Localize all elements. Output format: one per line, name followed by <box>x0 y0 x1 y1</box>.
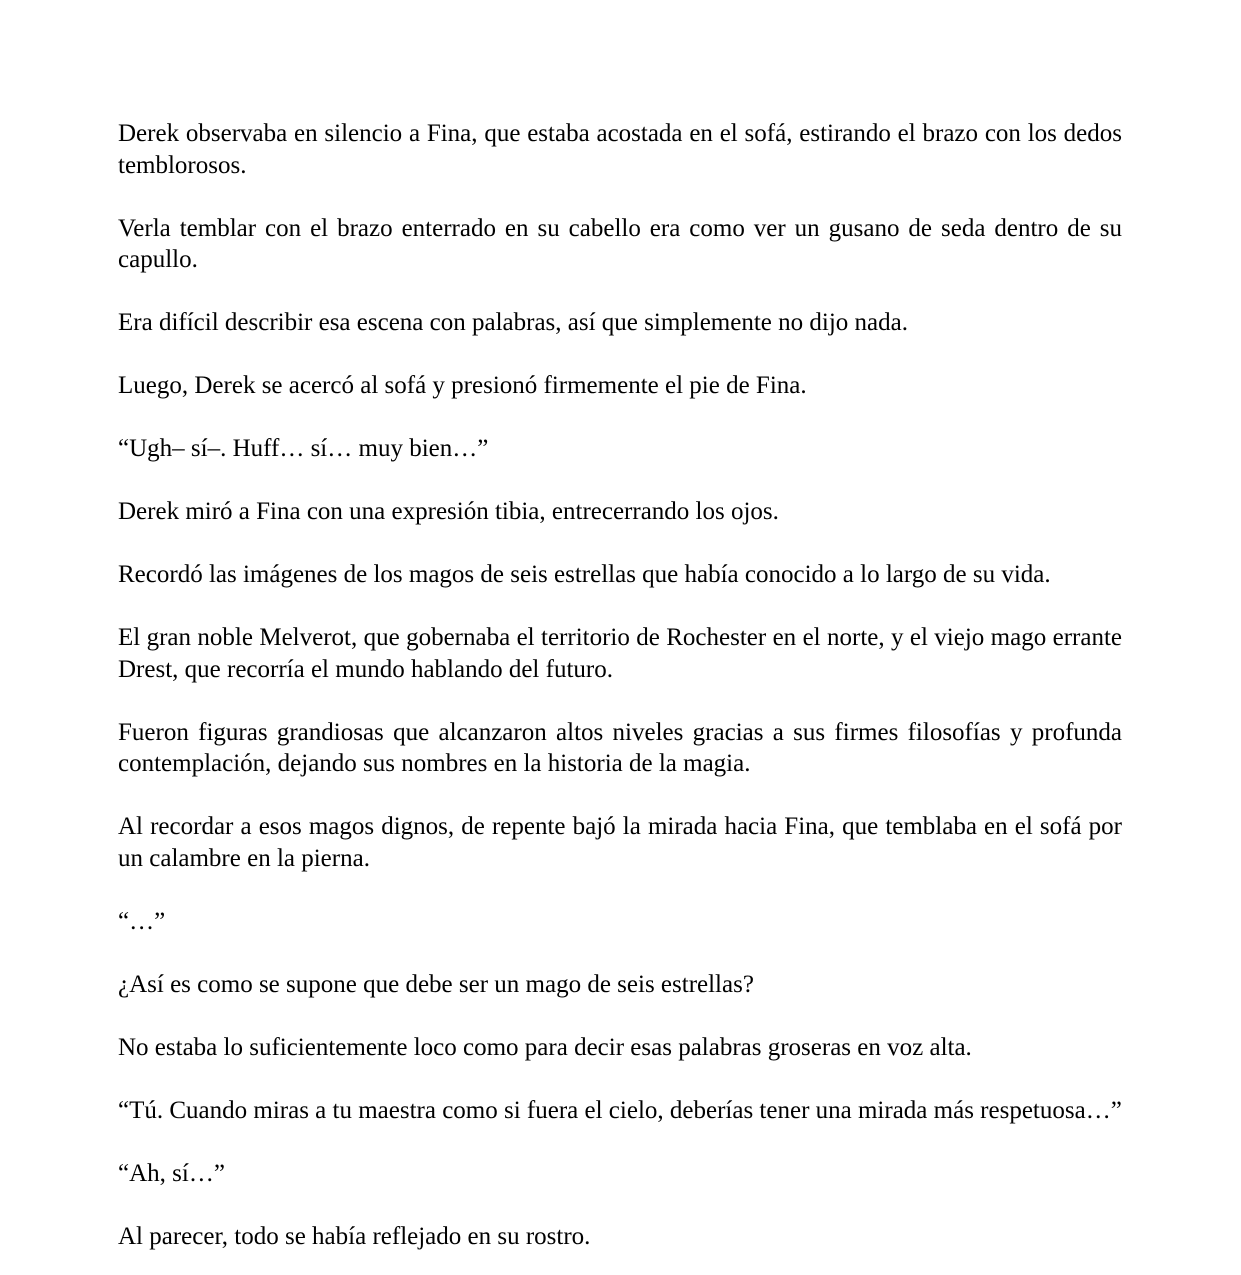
paragraph: “Ah, sí…” <box>118 1159 225 1187</box>
paragraph: “Ugh– sí–. Huff… sí… muy bien…” <box>118 435 489 462</box>
paragraph: Verla temblar con el brazo enterrado en su cabello era como ver un gusano de seda dentro de su capullo. <box>118 214 1122 273</box>
document-body <box>118 118 1122 1252</box>
paragraph: Era difícil describir esa escena con palabras, así que simplemente no dijo nada. <box>118 309 908 336</box>
paragraph: El gran noble Melverot, que gobernaba el territorio de Rochester en el norte, y el viejo mago errante Drest, que recorría el mundo hablando del futuro. <box>118 624 1122 683</box>
paragraph: Luego, Derek se acercó al sofá y presionó firmemente el pie de Fina. <box>118 372 807 399</box>
paragraph: Derek miró a Fina con una expresión tibia, entrecerrando los ojos. <box>118 498 779 525</box>
paragraph: Al parecer, todo se había reflejado en su rostro. <box>118 1222 591 1250</box>
paragraph: Al recordar a esos magos dignos, de repente bajó la mirada hacia Fina, que temblaba en el sofá por un calambre en la pierna. <box>118 813 1122 872</box>
paragraph: “Tú. Cuando miras a tu maestra como si fuera el cielo, deberías tener una mirada más respetuosa…” <box>118 1096 1122 1124</box>
paragraph: Recordó las imágenes de los magos de seis estrellas que había conocido a lo largo de su vida. <box>118 561 1051 588</box>
paragraph: Fueron figuras grandiosas que alcanzaron altos niveles gracias a sus firmes filosofías y profunda contemplación, dejando sus nombres en la historia de la magia. <box>118 718 1122 777</box>
paragraph: Derek observaba en silencio a Fina, que estaba acostada en el sofá, estirando el brazo con los dedos temblorosos. <box>118 120 1122 179</box>
paragraph: ¿Así es como se supone que debe ser un mago de seis estrellas? <box>118 970 754 998</box>
paragraph: “…” <box>118 907 166 935</box>
paragraph: No estaba lo suficientemente loco como para decir esas palabras groseras en voz alta. <box>118 1033 972 1061</box>
